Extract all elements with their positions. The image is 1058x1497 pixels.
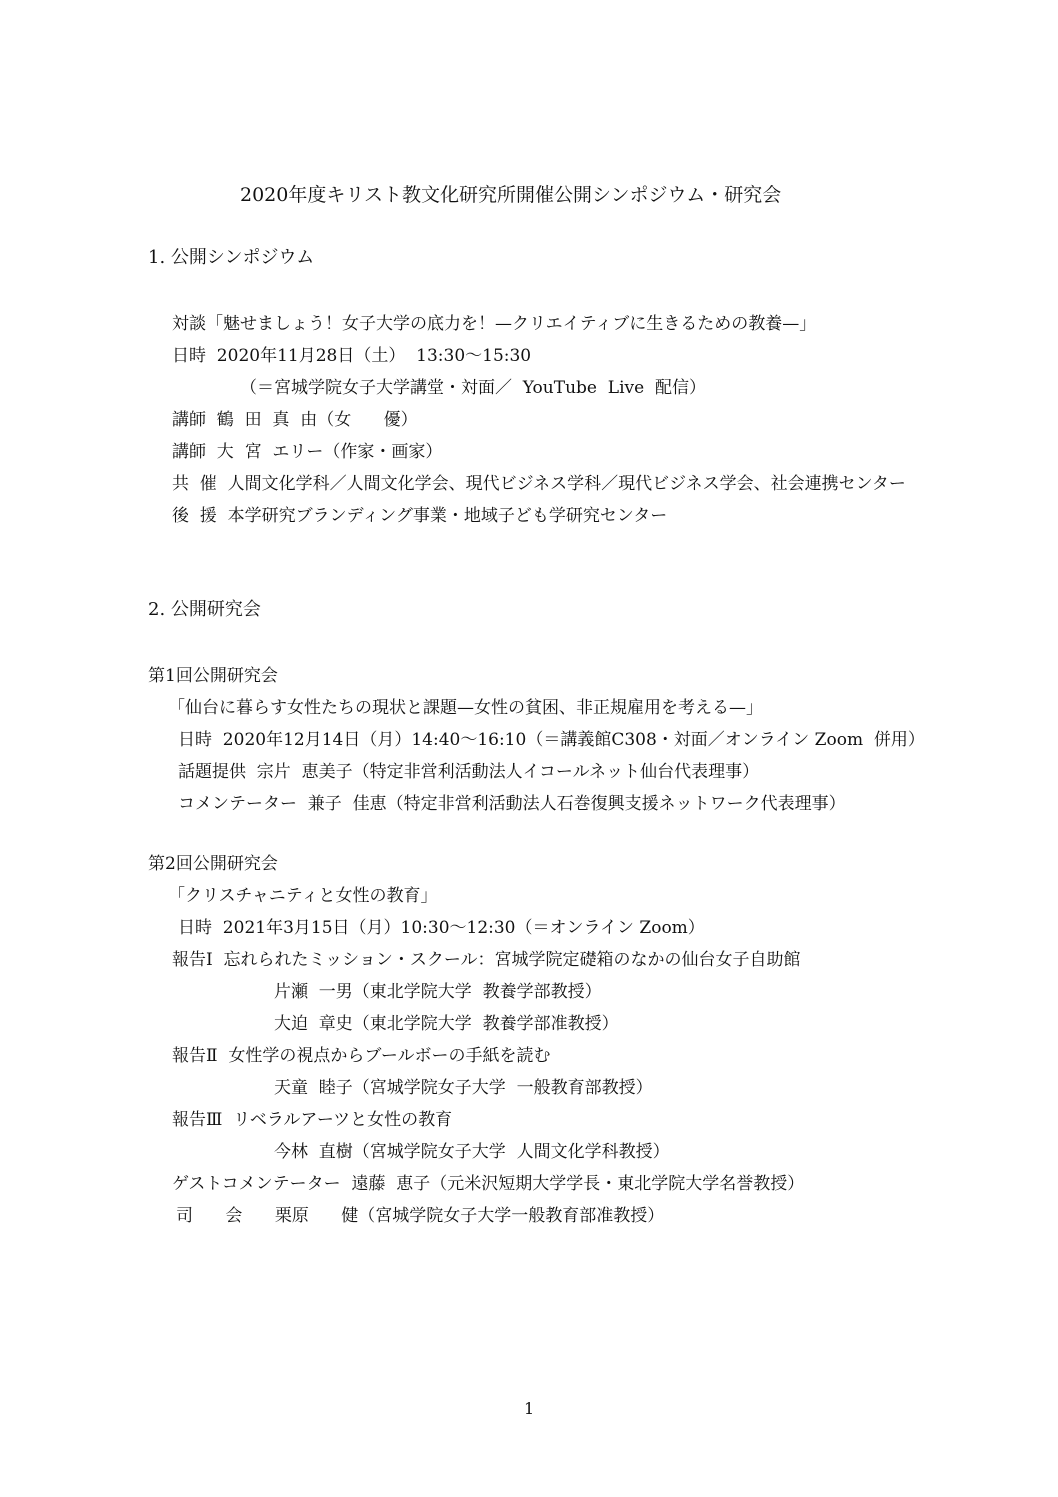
- symposium-dialogue-title: 対談「魅せましょう！女子大学の底力を！—クリエイティブに生きるための教養—」: [172, 314, 817, 334]
- symposium-datetime: 日時 2020年11月28日（土） 13:30〜15:30: [172, 346, 532, 366]
- symposium-venue: （＝宮城学院女子大学講堂・対面／ YouTube Live 配信）: [240, 378, 706, 398]
- page-number: 1: [524, 1399, 535, 1418]
- symposium-lecturer-2: 講師 大 宮 エリー（作家・画家）: [172, 442, 443, 462]
- meeting2-moderator: 司 会 栗原 健（宮城学院女子大学一般教育部准教授）: [176, 1206, 665, 1226]
- section-heading-research-meetings: 2. 公開研究会: [148, 599, 261, 620]
- meeting1-heading: 第1回公開研究会: [148, 666, 278, 686]
- meeting2-report-3-presenter: 今林 直樹（宮城学院女子大学 人間文化学科教授）: [274, 1142, 670, 1162]
- meeting2-report-1: 報告Ⅰ 忘れられたミッション・スクール：宮城学院定礎箱のなかの仙台女子自助館: [172, 950, 801, 970]
- meeting2-datetime: 日時 2021年3月15日（月）10:30〜12:30（＝オンライン Zoom）: [178, 918, 705, 938]
- meeting1-title: 「仙台に暮らす女性たちの現状と課題—女性の貧困、非正規雇用を考える—」: [168, 698, 763, 718]
- symposium-support: 後 援 本学研究ブランディング事業・地域子ども学研究センター: [172, 506, 668, 526]
- meeting2-report-1-presenter-2: 大迫 章史（東北学院大学 教養学部准教授）: [274, 1014, 619, 1034]
- meeting2-report-2: 報告Ⅱ 女性学の視点からブールボーの手紙を読む: [172, 1046, 551, 1066]
- meeting1-speaker: 話題提供 宗片 恵美子（特定非営利活動法人イコールネット仙台代表理事）: [178, 762, 760, 782]
- meeting2-heading: 第2回公開研究会: [148, 854, 278, 874]
- meeting2-report-1-presenter-1: 片瀬 一男（東北学院大学 教養学部教授）: [274, 982, 602, 1002]
- meeting2-guest-commentator: ゲストコメンテーター 遠藤 恵子（元米沢短期大学学長・東北学院大学名誉教授）: [172, 1174, 805, 1194]
- meeting1-datetime: 日時 2020年12月14日（月）14:40〜16:10（＝講義館C308・対面／オンライン Zoom 併用）: [178, 730, 925, 750]
- section-heading-symposium: 1. 公開シンポジウム: [148, 247, 315, 268]
- meeting2-report-3: 報告Ⅲ リベラルアーツと女性の教育: [172, 1110, 453, 1130]
- meeting1-commentator: コメンテーター 兼子 佳恵（特定非営利活動法人石巻復興支援ネットワーク代表理事）: [178, 794, 846, 814]
- symposium-co-hosts: 共 催 人間文化学科／人間文化学会、現代ビジネス学科／現代ビジネス学会、社会連携センター: [172, 474, 906, 494]
- page-title: 2020年度キリスト教文化研究所開催公開シンポジウム・研究会: [240, 184, 782, 206]
- meeting2-report-2-presenter: 天童 睦子（宮城学院女子大学 一般教育部教授）: [274, 1078, 653, 1098]
- meeting2-title: 「クリスチャニティと女性の教育」: [168, 886, 438, 906]
- symposium-lecturer-1: 講師 鶴 田 真 由（女 優）: [172, 410, 418, 430]
